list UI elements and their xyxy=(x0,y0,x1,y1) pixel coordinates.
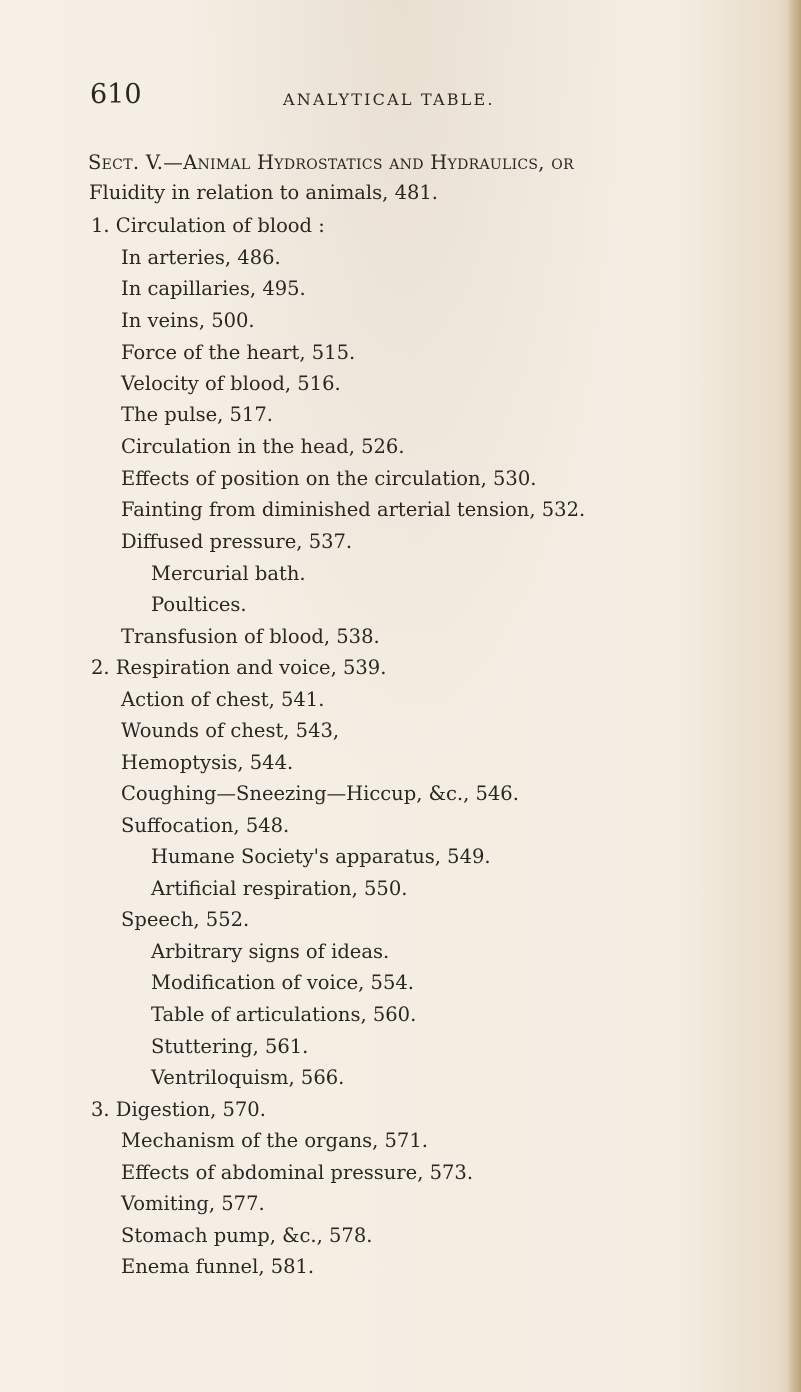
entry-line: Humane Society's apparatus, 549. xyxy=(151,845,491,868)
entry-line: Circulation in the head, 526. xyxy=(121,435,405,458)
entry-circulation: 1. Circulation of blood : xyxy=(91,214,325,237)
entry-line: Mechanism of the organs, 571. xyxy=(121,1129,428,1152)
running-head: ANALYTICAL TABLE. xyxy=(283,90,495,109)
entry-line: Speech, 552. xyxy=(121,908,250,931)
entry-line: Effects of position on the circulation, 530. xyxy=(121,467,537,490)
entry-line: The pulse, 517. xyxy=(121,403,273,426)
entry-line: Hemoptysis, 544. xyxy=(121,751,294,774)
entry-line: In veins, 500. xyxy=(121,309,255,332)
entry-line: Transfusion of blood, 538. xyxy=(121,625,380,648)
entry-line: Action of chest, 541. xyxy=(121,688,325,711)
entry-respiration: 2. Respiration and voice, 539. xyxy=(91,656,387,679)
section-heading: Sect. V.—Animal Hydrostatics and Hydraulics, or xyxy=(88,151,574,174)
entry-line: Poultices. xyxy=(151,593,247,616)
page-edge xyxy=(787,0,801,1392)
entry-line: In capillaries, 495. xyxy=(121,277,306,300)
entry-line: Fainting from diminished arterial tension, 532. xyxy=(121,498,586,521)
entry-line: Suffocation, 548. xyxy=(121,814,290,837)
entry-line: Velocity of blood, 516. xyxy=(121,372,341,395)
entry-line: Mercurial bath. xyxy=(151,562,306,585)
entry-line: Stuttering, 561. xyxy=(151,1035,309,1058)
entry-line: Stomach pump, &c., 578. xyxy=(121,1224,373,1247)
entry-line: Table of articulations, 560. xyxy=(151,1003,417,1026)
entry-line: In arteries, 486. xyxy=(121,246,281,269)
entry-line: Wounds of chest, 543, xyxy=(121,719,340,742)
entry-line: Effects of abdominal pressure, 573. xyxy=(121,1161,474,1184)
entry-line: Force of the heart, 515. xyxy=(121,341,356,364)
section-intro: Fluidity in relation to animals, 481. xyxy=(89,181,438,204)
entry-digestion: 3. Digestion, 570. xyxy=(91,1098,266,1121)
entry-line: Enema funnel, 581. xyxy=(121,1255,315,1278)
entry-line: Vomiting, 577. xyxy=(121,1192,265,1215)
page-number: 610 xyxy=(90,79,142,110)
entry-line: Arbitrary signs of ideas. xyxy=(151,940,390,963)
entry-line: Modification of voice, 554. xyxy=(151,971,414,994)
entry-line: Ventriloquism, 566. xyxy=(151,1066,345,1089)
entry-line: Artificial respiration, 550. xyxy=(151,877,408,900)
entry-line: Coughing—Sneezing—Hiccup, &c., 546. xyxy=(121,782,519,805)
entry-line: Diffused pressure, 537. xyxy=(121,530,353,553)
